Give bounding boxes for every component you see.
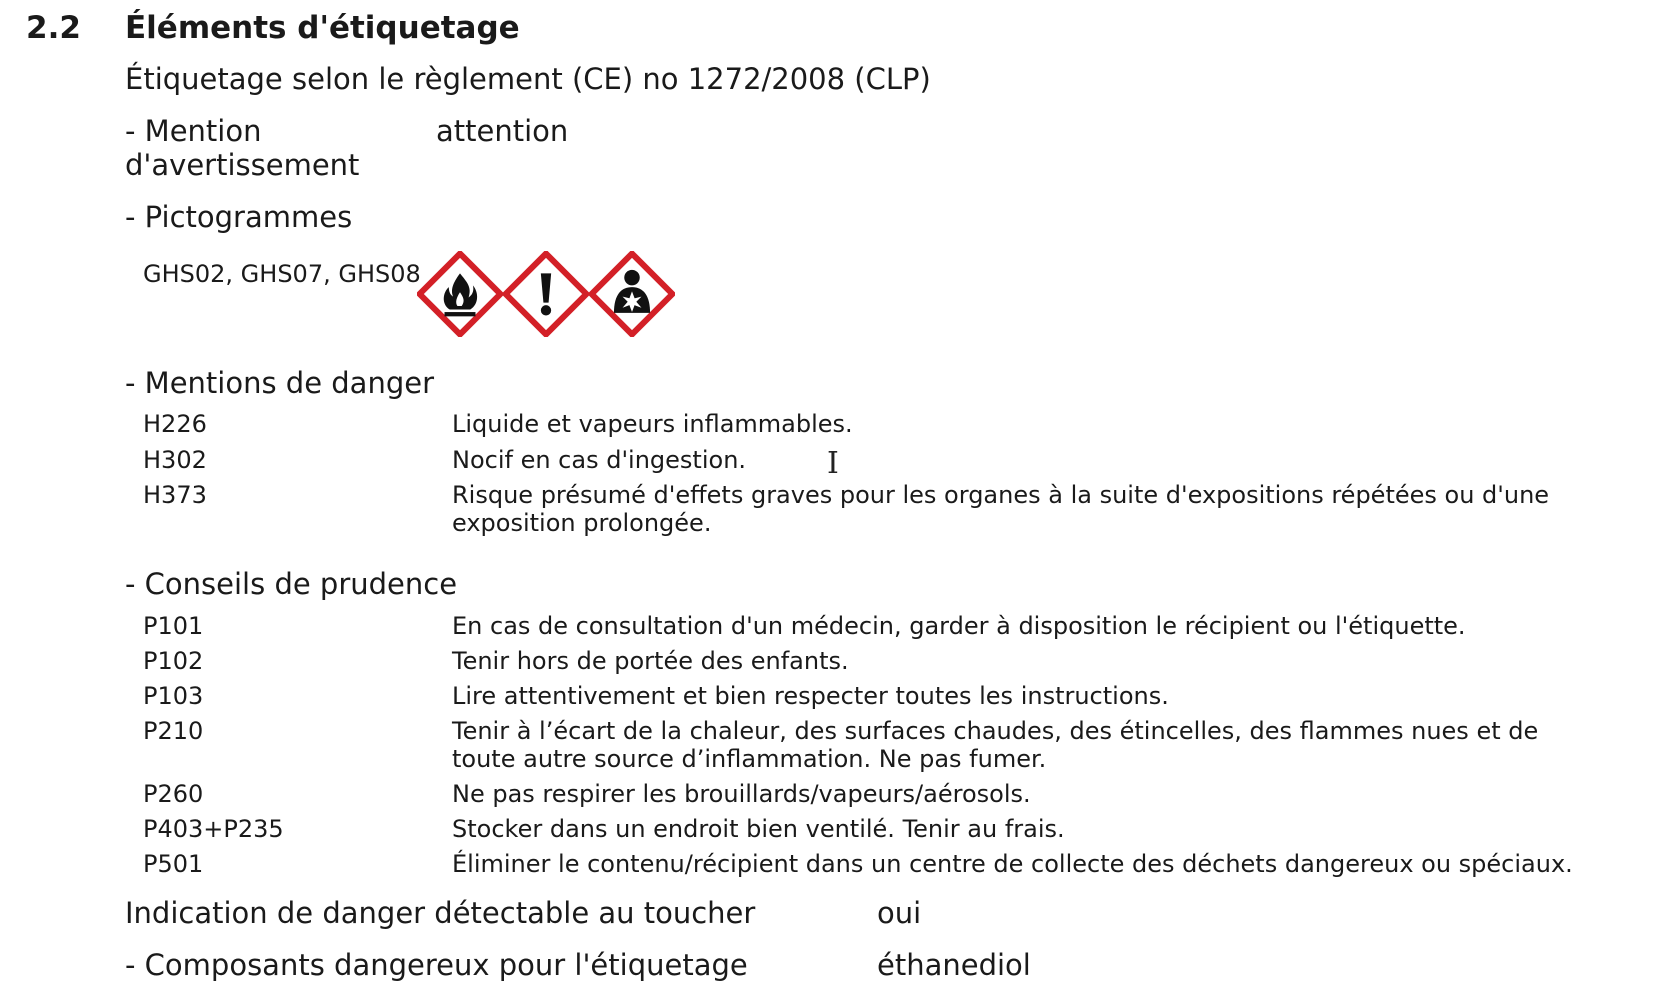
section-number: 2.2 — [26, 10, 81, 46]
text-cursor-icon: I — [827, 446, 839, 481]
pictograms-label: - Pictogrammes — [125, 200, 353, 234]
precaution-text: Stocker dans un endroit bien ventilé. Tenir au frais. — [452, 815, 1065, 843]
precaution-text: Ne pas respirer les brouillards/vapeurs/aérosols. — [452, 780, 1031, 808]
hazard-code: H226 — [143, 410, 207, 438]
flame-icon — [417, 251, 503, 337]
pictogram-codes: GHS02, GHS07, GHS08 — [143, 260, 421, 288]
hazard-text: Nocif en cas d'ingestion. — [452, 446, 747, 474]
exclamation-mark-icon — [503, 251, 589, 337]
hazard-code: H302 — [143, 446, 207, 474]
hazard-text: Liquide et vapeurs inflammables. — [452, 410, 853, 438]
section-title: Éléments d'étiquetage — [125, 10, 520, 46]
precaution-code: P102 — [143, 647, 204, 675]
hazard-statements-label: - Mentions de danger — [125, 366, 435, 400]
precaution-text: Tenir à l’écart de la chaleur, des surfaces chaudes, des étincelles, des flammes nues et de toute autre source d’inflammation. Ne pas fumer. — [452, 717, 1539, 773]
signal-word-label-line2: d'avertissement — [125, 148, 360, 182]
precaution-code: P210 — [143, 717, 204, 745]
hazard-text: Risque présumé d'effets graves pour les organes à la suite d'expositions répétées ou d'une exposition prolongée. — [452, 481, 1550, 537]
tactile-warning-value: oui — [877, 896, 922, 930]
hazardous-components-label: - Composants dangereux pour l'étiquetage — [125, 948, 748, 982]
precaution-code: P260 — [143, 780, 204, 808]
precaution-text: Éliminer le contenu/récipient dans un centre de collecte des déchets dangereux ou spéciaux. — [452, 850, 1573, 878]
precaution-code: P403+P235 — [143, 815, 284, 843]
signal-word-value: attention — [436, 114, 569, 148]
signal-word-label — [125, 114, 359, 182]
hazard-code: H373 — [143, 481, 207, 509]
precautionary-statements-label: - Conseils de prudence — [125, 567, 458, 601]
precaution-code: P101 — [143, 612, 204, 640]
tactile-warning-label: Indication de danger détectable au toucher — [125, 896, 756, 930]
precaution-text: Lire attentivement et bien respecter toutes les instructions. — [452, 682, 1169, 710]
signal-word-label-line1: - Mention — [125, 114, 262, 148]
precaution-text: En cas de consultation d'un médecin, garder à disposition le récipient ou l'étiquette. — [452, 612, 1466, 640]
health-hazard-icon — [589, 251, 675, 337]
regulation-text: Étiquetage selon le règlement (CE) no 1272/2008 (CLP) — [125, 62, 931, 96]
hazardous-components-value: éthanediol — [877, 948, 1031, 982]
precaution-text: Tenir hors de portée des enfants. — [452, 647, 849, 675]
precaution-code: P103 — [143, 682, 204, 710]
precaution-code: P501 — [143, 850, 204, 878]
